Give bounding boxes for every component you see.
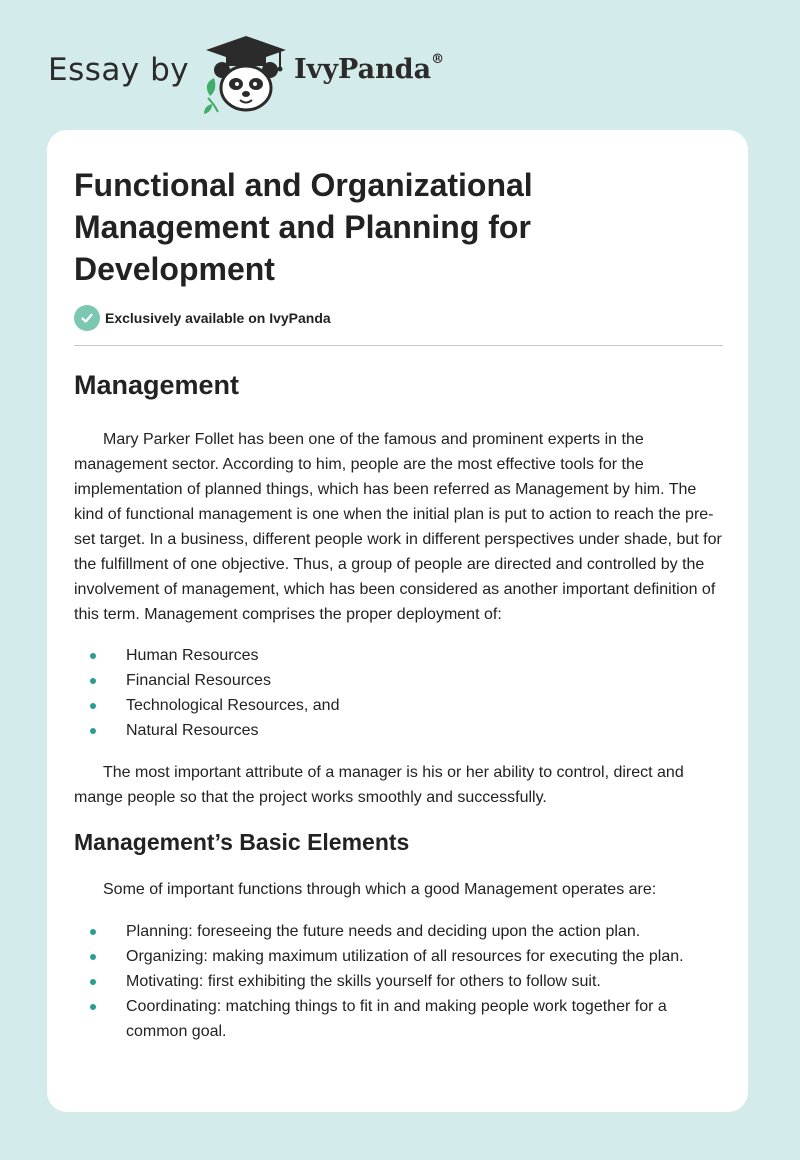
bullet-icon: [90, 979, 96, 985]
bullet-icon: [90, 954, 96, 960]
list-item: [74, 994, 724, 1044]
bullet-icon: [90, 653, 96, 659]
bullet-list: [74, 919, 724, 1044]
list-item: [74, 969, 724, 994]
exclusive-notice: [74, 305, 331, 331]
list-item: [74, 944, 724, 969]
bullet-icon: [90, 678, 96, 684]
list-item-text: Technological Resources, and: [126, 697, 340, 714]
paragraph: Some of important functions through which a good Management operates are:: [103, 881, 657, 898]
bullet-list: [74, 643, 724, 743]
divider: [74, 345, 723, 346]
paragraph: Mary Parker Follet has been one of the famous and prominent experts in the management sector. According to him, people are the most effective tools for the implementation of planned things, which has been referred as Management by him. The kind of functional management is one when the initial plan is put to action to reach the pre-set target. In a business, different people work in different perspectives under shade, but for the fulfillment of one objective. Thus, a group of people are directed and controlled by the involvement of management, which has been considered as another important definition of this term. Management comprises the proper deployment of:: [74, 431, 722, 623]
panda-graduate-icon[interactable]: [200, 34, 292, 114]
check-badge-icon: [74, 305, 100, 331]
bullet-icon: [90, 703, 96, 709]
essay-card: [47, 130, 748, 1112]
registered-mark: ®: [431, 52, 445, 67]
paragraph: The most important attribute of a manager is his or her ability to control, direct and mange people so that the project works smoothly and successfully.: [74, 764, 684, 806]
brand-name-text: IvyPanda: [294, 54, 432, 85]
list-item: [74, 718, 724, 743]
list-item: [74, 693, 724, 718]
exclusive-label: Exclusively available on IvyPanda: [105, 310, 331, 326]
list-item-text: Human Resources: [126, 647, 259, 664]
essay-title: Functional and Organizational Management and Planning for Development: [74, 167, 533, 287]
bullet-icon: [90, 728, 96, 734]
list-item-text: Motivating: first exhibiting the skills yourself for others to follow suit.: [126, 973, 601, 990]
list-item-text: Organizing: making maximum utilization of all resources for executing the plan.: [126, 948, 684, 965]
list-item-text: Natural Resources: [126, 722, 259, 739]
section-heading: Management: [74, 370, 240, 400]
list-item: [74, 668, 724, 693]
list-item: [74, 919, 724, 944]
brand-name[interactable]: [294, 54, 444, 85]
bullet-icon: [90, 1004, 96, 1010]
list-item: [74, 643, 724, 668]
essay-by-label: Essay by: [48, 52, 190, 88]
list-item-text: Planning: foreseeing the future needs and deciding upon the action plan.: [126, 923, 641, 940]
bullet-icon: [90, 929, 96, 935]
site-header: [48, 34, 488, 114]
section-heading: Management’s Basic Elements: [74, 829, 410, 855]
list-item-text: Financial Resources: [126, 672, 271, 689]
list-item-text: Coordinating: matching things to fit in and making people work together for a common goal.: [126, 998, 667, 1040]
